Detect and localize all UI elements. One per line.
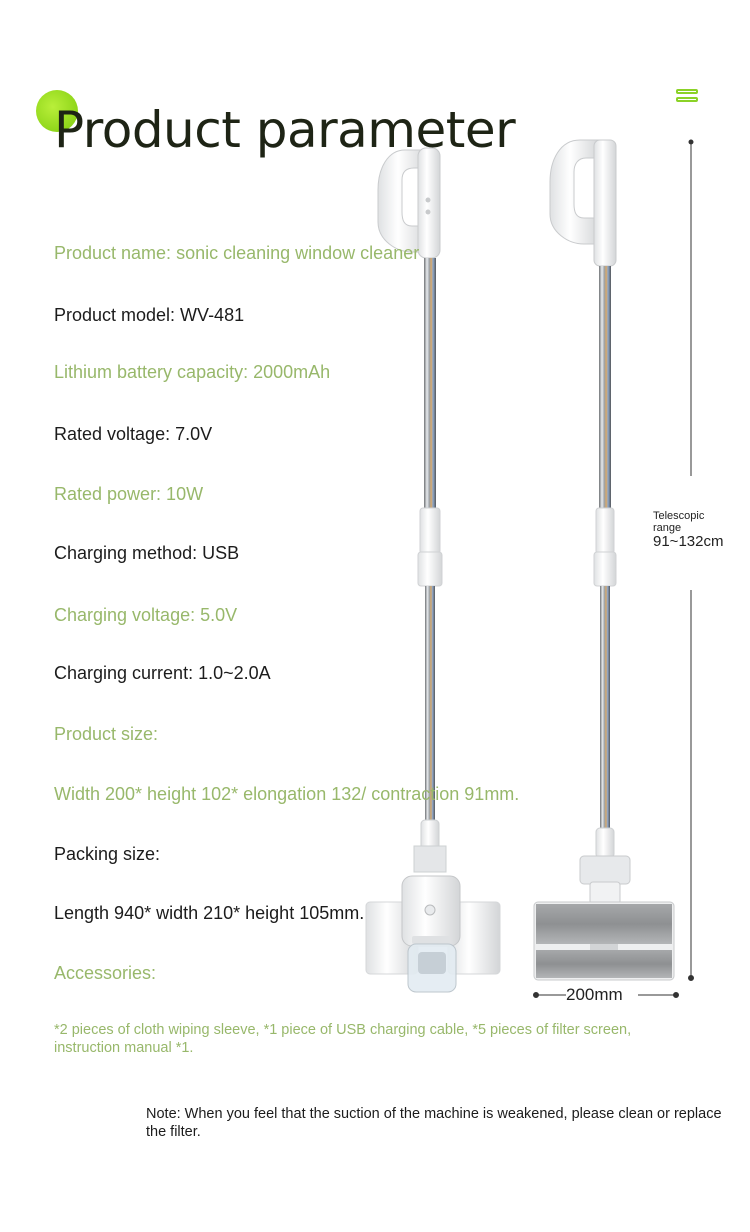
maintenance-note: Note: When you feel that the suction of the machine is weakened, please clean or replace the filter.: [146, 1106, 722, 1140]
telescopic-label: Telescopic: [653, 510, 705, 522]
cleaner-side-view: [366, 148, 500, 992]
page-title: Product parameter: [54, 101, 516, 159]
telescopic-label-range: range: [653, 522, 682, 534]
parameter-item: Rated voltage: 7.0V: [54, 424, 213, 444]
width-value: 200mm: [566, 985, 623, 1004]
parameter-item: Accessories:: [54, 963, 157, 983]
accessories-detail: *2 pieces of cloth wiping sleeve, *1 piece of USB charging cable, *5 pieces of filter screen, instruction manual *1.: [54, 1022, 632, 1056]
parameter-item: Product name: sonic cleaning window cleaner: [54, 243, 420, 263]
parameter-item: Charging current: 1.0~2.0A: [54, 663, 271, 683]
parameter-item: Lithium battery capacity: 2000mAh: [54, 362, 331, 382]
parameter-item: Product model: WV-481: [54, 305, 245, 325]
cleaner-front-view: [534, 140, 674, 980]
parameter-item: Product size:: [54, 724, 159, 744]
parameter-item: Width 200* height 102* elongation 132/ contraction 91mm.: [54, 784, 520, 804]
parameter-item: Charging method: USB: [54, 543, 240, 563]
telescopic-range-value: 91~132cm: [653, 533, 724, 550]
parameter-item: Rated power: 10W: [54, 484, 204, 504]
parameter-item: Packing size:: [54, 844, 161, 864]
telescopic-range-line: [689, 140, 694, 981]
menu-icon[interactable]: [676, 89, 698, 105]
parameter-item: Length 940* width 210* height 105mm.: [54, 903, 365, 923]
parameter-item: Charging voltage: 5.0V: [54, 605, 238, 625]
